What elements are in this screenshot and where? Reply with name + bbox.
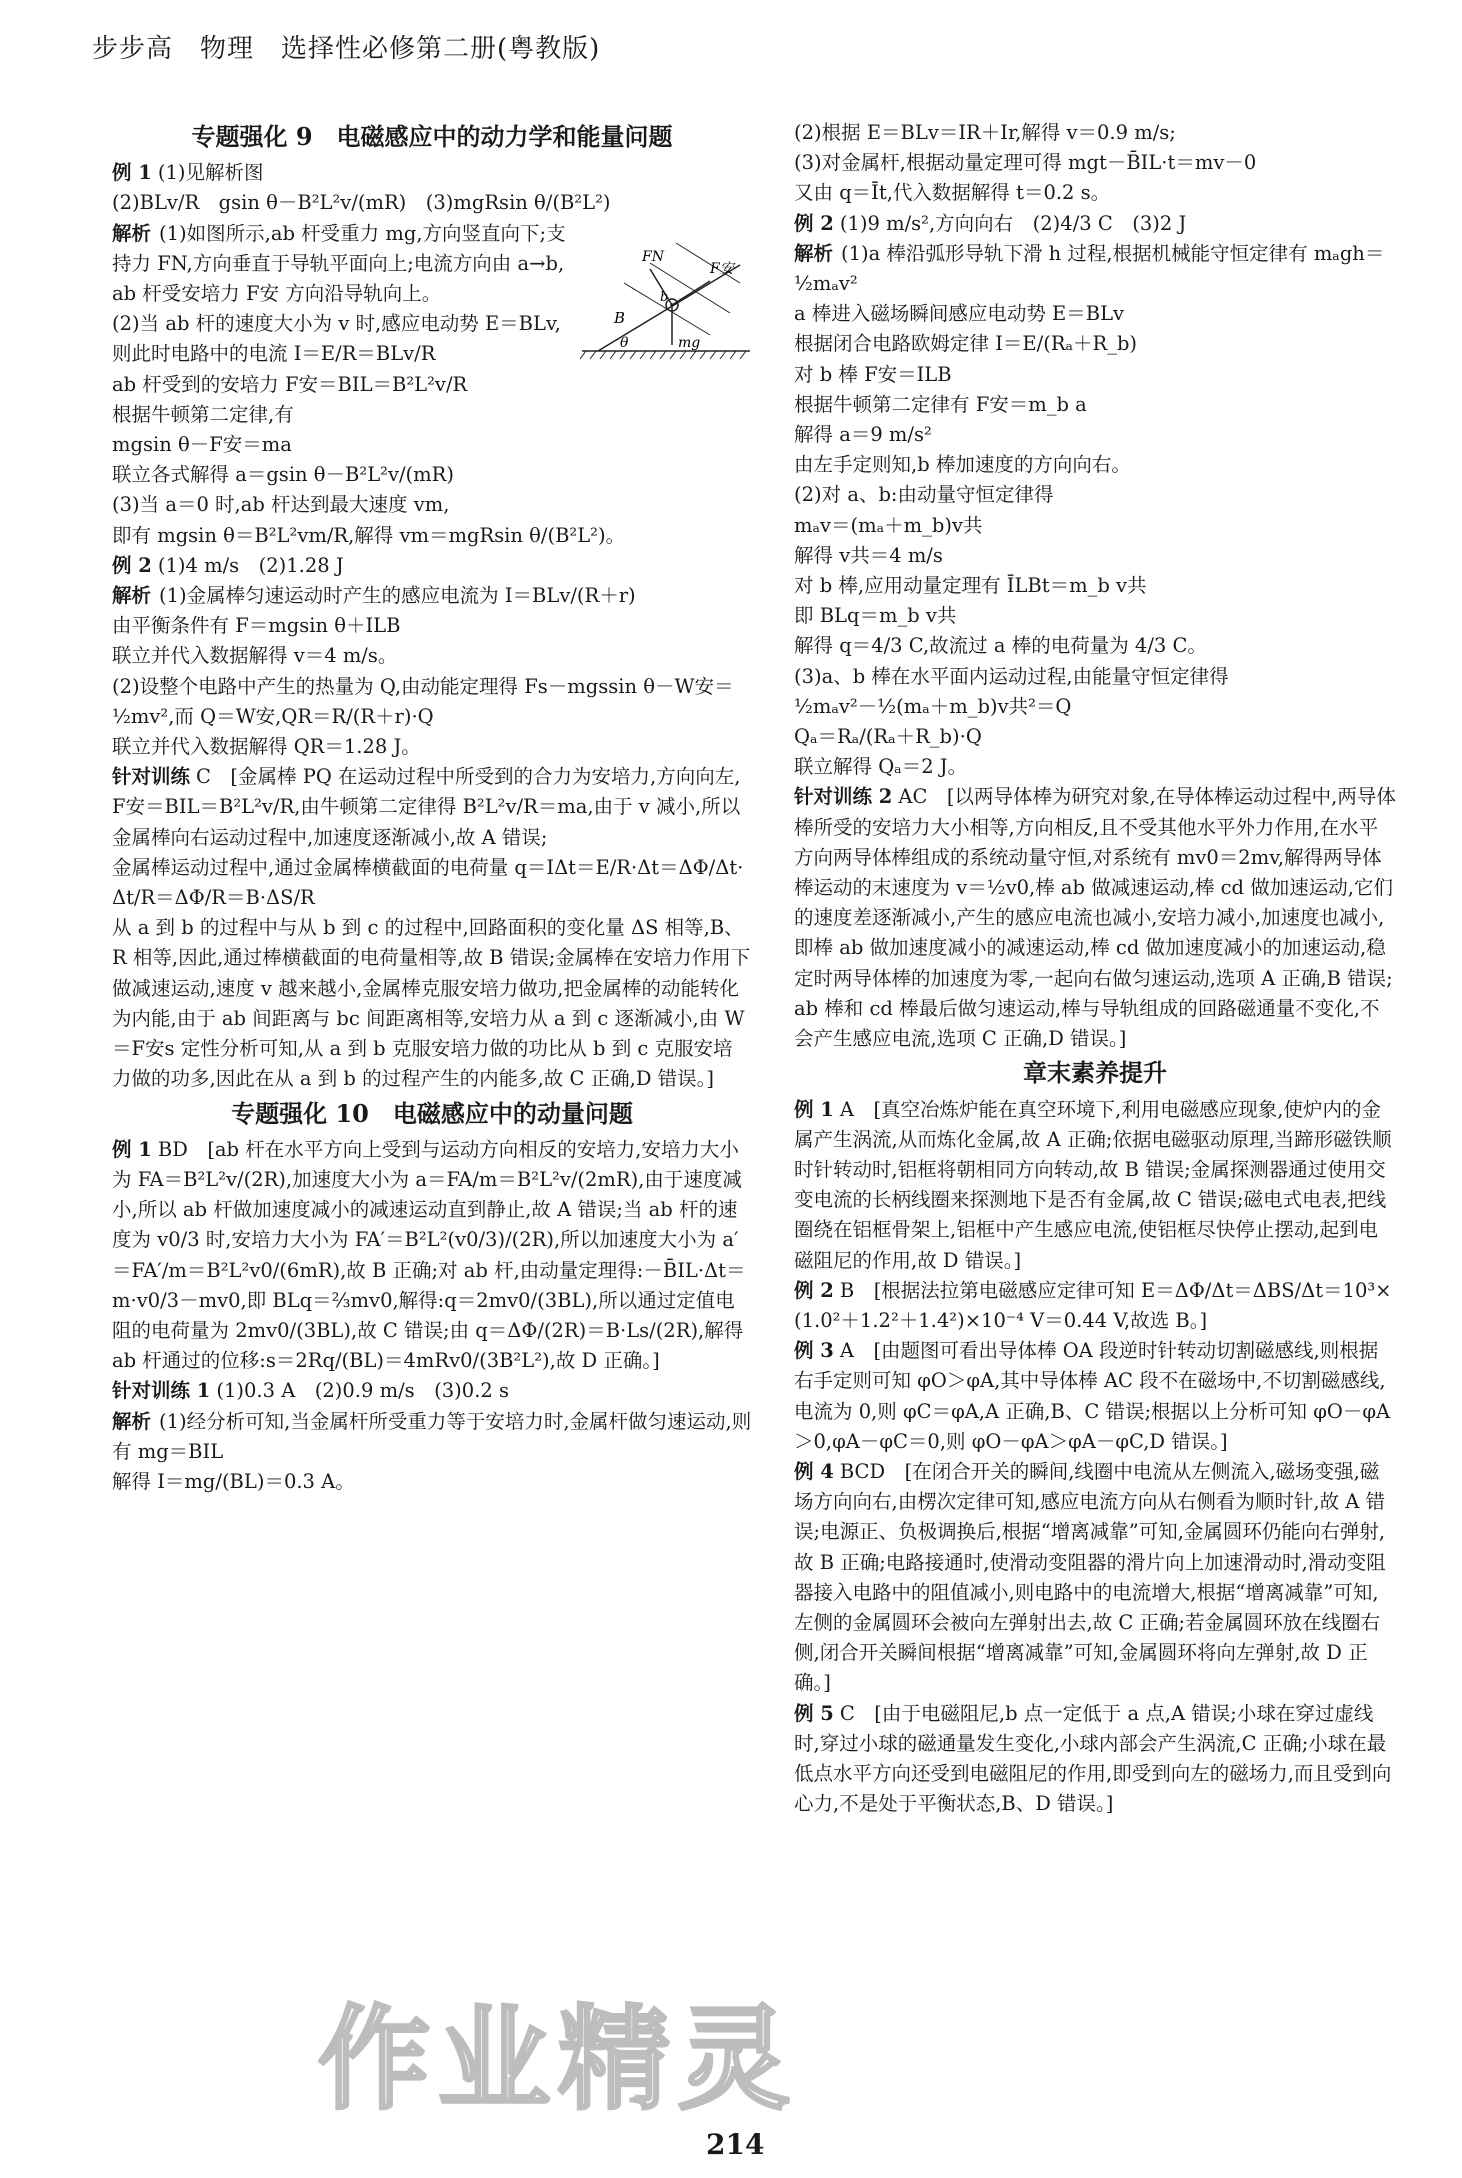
text-line xyxy=(794,118,1396,148)
watermark-logo xyxy=(318,1980,838,2130)
answer-text: 根据牛顿第二定律有 F安＝m_b a xyxy=(794,392,1087,416)
right-column xyxy=(794,118,1396,1819)
answer-text: 对 b 棒 F安＝ILB xyxy=(794,362,952,386)
text-line xyxy=(794,1336,1396,1457)
answer-text: 即 BLq＝m_b v共 xyxy=(794,604,957,628)
text-line xyxy=(794,390,1396,420)
answer-text: (1)见解析图 xyxy=(157,161,264,185)
answer-text: (2)当 ab 杆的速度大小为 v 时,感应电动势 E＝BLv, xyxy=(112,312,561,336)
text-line xyxy=(794,1699,1396,1820)
answer-text: (2)BLv/R gsin θ－B²L²v/(mR) (3)mgRsin θ/(B²L²) xyxy=(112,191,611,215)
answer-text: 联立并代入数据解得 v＝4 m/s。 xyxy=(112,644,398,668)
left-column xyxy=(112,118,752,1497)
answer-text: A [由题图可看出导体棒 OA 段逆时针转动切割磁感线,则根据右手定则可知 φO＞φA,其中导体棒 AC 段不在磁场中,不切割磁感线,电流为 0,则 φC＝φA,A 正确,B、C 错误;根据以上分析可知 φO－φA＞0,φA－φC＝0,则 φO－φA＞φA－φC,D 错误。] xyxy=(794,1339,1391,1453)
text-line xyxy=(112,1467,752,1497)
answer-text: 则此时电路中的电流 I＝E/R＝BLv/R xyxy=(112,342,436,366)
section-heading: 章末素养提升 xyxy=(1023,1058,1167,1088)
answer-text: a 棒进入磁场瞬间感应电动势 E＝BLv xyxy=(794,302,1125,326)
label-theta: θ xyxy=(620,334,629,351)
answer-text: 联立解得 Qₐ＝2 J。 xyxy=(794,755,968,779)
page-header: 步步高 物理 选择性必修第二册(粤教版) xyxy=(92,34,601,64)
text-line xyxy=(112,370,752,400)
answer-text: 对 b 棒,应用动量定理有 ĪLBt＝m_b v共 xyxy=(794,574,1147,598)
answer-label: 例 1 xyxy=(112,161,152,185)
ground-hatch xyxy=(650,351,656,359)
ground-hatch xyxy=(690,351,696,359)
answer-label: 解析 xyxy=(112,221,152,245)
text-line xyxy=(112,853,752,913)
ground-hatch xyxy=(680,351,686,359)
answer-text: 根据闭合电路欧姆定律 I＝E/(Rₐ＋R_b) xyxy=(794,332,1138,356)
text-line xyxy=(794,148,1396,178)
answer-text: Qₐ＝Rₐ/(Rₐ＋R_b)·Q xyxy=(794,725,982,749)
text-line xyxy=(112,400,752,430)
answer-label: 例 2 xyxy=(794,211,834,235)
answer-label: 例 1 xyxy=(794,1097,834,1121)
answer-text: 根据牛顿第二定律,有 xyxy=(112,402,294,426)
answer-label: 针对训练 2 xyxy=(794,785,893,809)
answer-text: BCD [在闭合开关的瞬间,线圈中电流从左侧流入,磁场变强,磁场方向向右,由楞次定律可知,感应电流方向从右侧看为顺时针,故 A 错误;电源正、负极调换后,根据“增离减靠”可知,金属圆环仍能向右弹射,故 B 正确;电路接通时,使滑动变阻器的滑片向上加速滑动时,滑动变阻器接入电路中的阻值减小,则电路中的电流增大,根据“增离减靠”可知,左侧的金属圆环会被向左弹射出去,故 C 正确;若金属圆环放在线圈右侧,闭合开关瞬间根据“增离减靠”可知,金属圆环将向左弹射,故 D 正确。] xyxy=(794,1459,1386,1695)
answer-text: mₐv＝(mₐ＋m_b)v共 xyxy=(794,513,983,537)
answer-label: 例 3 xyxy=(794,1339,834,1363)
answer-text: 解得 v共＝4 m/s xyxy=(794,543,943,567)
answer-text: C [金属棒 PQ 在运动过程中所受到的合力为安培力,方向向左,F安＝BIL＝B²L²v/R,由牛顿第二定律得 B²L²v/R＝ma,由于 v 减小,所以金属棒向右运动过程中,加速度逐渐减小,故 A 错误; xyxy=(112,765,741,849)
text-line xyxy=(112,1407,752,1467)
answer-text: (1)如图所示,ab 杆受重力 mg,方向竖直向下;支持力 FN,方向垂直于导轨平面向上;电流方向由 a→b,ab 杆受安培力 F安 方向沿导轨向上。 xyxy=(112,221,566,306)
text-line xyxy=(112,732,752,762)
answer-text: (1)a 棒沿弧形导轨下滑 h 过程,根据机械能守恒定律有 mₐgh＝½mₐv² xyxy=(794,241,1385,296)
ground-hatch xyxy=(610,351,616,359)
answer-text: 解得 q＝4/3 C,故流过 a 棒的电荷量为 4/3 C。 xyxy=(794,634,1207,658)
section-heading: 专题强化 10 电磁感应中的动量问题 xyxy=(231,1098,633,1128)
answer-text: (2)根据 E＝BLv＝IR＋Ir,解得 v＝0.9 m/s; xyxy=(794,121,1176,144)
answer-text: 即有 mgsin θ＝B²L²vm/R,解得 vm＝mgRsin θ/(B²L²)。 xyxy=(112,523,626,547)
text-line xyxy=(112,581,752,611)
label-mg: mg xyxy=(678,334,701,351)
text-line xyxy=(794,541,1396,571)
answer-text: ab 杆受到的安培力 F安＝BIL＝B²L²v/R xyxy=(112,372,468,396)
answer-label: 例 4 xyxy=(794,1459,834,1483)
text-line xyxy=(794,239,1396,299)
text-line xyxy=(112,188,752,218)
answer-text: 金属棒运动过程中,通过金属棒横截面的电荷量 q＝IΔt＝E/R·Δt＝ΔΦ/Δt·Δt/R＝ΔΦ/R＝B·ΔS/R xyxy=(112,855,744,910)
text-line xyxy=(794,571,1396,601)
ground-hatch xyxy=(740,351,746,359)
text-line xyxy=(112,611,752,641)
answer-text: 又由 q＝Īt,代入数据解得 t＝0.2 s。 xyxy=(794,181,1111,205)
answer-text: 联立各式解得 a＝gsin θ－B²L²v/(mR) xyxy=(112,463,454,487)
ground-hatch xyxy=(670,351,676,359)
text-line xyxy=(112,551,752,581)
answer-text: BD [ab 杆在水平方向上受到与运动方向相反的安培力,安培力大小为 FA＝B²L²v/(2R),加速度大小为 a＝FA/m＝B²L²v/(2mR),由于速度减小,所以 ab 杆做加速度减小的减速运动直到静止,故 A 错误;当 ab 杆的速度为 v0/3 时,安培力大小为 FA′＝B²L²(v0/3)/(2R),所以加速度大小为 a′＝FA′/m＝B²L²v0/(6mR),故 B 正确;对 ab 杆,由动量定理得:－B̄IL·Δt＝m·v0/3－mv0,即 BLq＝⅔mv0,解得:q＝2mv0/(3BL),所以通过定值电阻的电荷量为 2mv0/(3BL),故 C 错误;由 q＝ΔΦ/(2R)＝B·Ls/(2R),解得 ab 杆通过的位移:s＝2Rq/(BL)＝4mRv0/(3B²L²),故 D 正确。] xyxy=(112,1137,746,1373)
answer-text: (2)设整个电路中产生的热量为 Q,由动能定理得 Fs－mgssin θ－W安＝½mv²,而 Q＝W安,QR＝R/(R＋r)·Q xyxy=(112,674,734,728)
ground-hatch xyxy=(710,351,716,359)
answer-text: 联立并代入数据解得 QR＝1.28 J。 xyxy=(112,735,421,759)
text-line xyxy=(794,1095,1396,1276)
text-line xyxy=(794,1276,1396,1336)
answer-text: 由左手定则知,b 棒加速度的方向向右。 xyxy=(794,453,1131,477)
text-line xyxy=(794,692,1396,722)
ground-hatch xyxy=(720,351,726,359)
text-line xyxy=(794,752,1396,782)
answer-text: 解得 a＝9 m/s² xyxy=(794,423,932,447)
text-line xyxy=(794,178,1396,208)
answer-text: mgsin θ－F安＝ma xyxy=(112,433,292,457)
answer-text: AC [以两导体棒为研究对象,在导体棒运动过程中,两导体棒所受的安培力大小相等,方向相反,且不受其他水平外力作用,在水平方向两导体棒组成的系统动量守恒,对系统有 mv0＝2mv,解得两导体棒运动的末速度为 v＝½v0,棒 ab 做减速运动,棒 cd 做加速运动,它们的速度差逐渐减小,产生的感应电流也减小,安培力减小,加速度也减小,即棒 ab 做加速度减小的减速运动,棒 cd 做加速度减小的加速运动,稳定时两导体棒的加速度为零,一起向右做匀速运动,选项 A 正确,B 错误;ab 棒和 cd 棒最后做匀速运动,棒与导轨组成的回路磁通量不变化,不会产生感应电流,选项 C 正确,D 错误。] xyxy=(794,785,1396,1051)
svg-text:作业精灵: 作业精灵 xyxy=(318,1995,798,2125)
field-label-B: B xyxy=(614,308,626,327)
answer-text: B [根据法拉第电磁感应定律可知 E＝ΔΦ/Δt＝ΔBS/Δt＝10³×(1.0²＋1.2²＋1.4²)×10⁻⁴ V＝0.44 V,故选 B。] xyxy=(794,1278,1392,1332)
text-line xyxy=(794,360,1396,390)
answer-text: (3)a、b 棒在水平面内运动过程,由能量守恒定律得 xyxy=(794,664,1229,688)
label-F-an: F安 xyxy=(710,260,734,277)
text-line xyxy=(794,782,1396,1054)
answer-text: C [由于电磁阻尼,b 点一定低于 a 点,A 错误;小球在穿过虚线时,穿过小球的磁通量发生变化,小球内部会产生涡流,C 正确;小球在最低点水平方向还受到电磁阻尼的作用,即受到向左的磁场力,而且受到向心力,不是处于平衡状态,B、D 错误。] xyxy=(794,1701,1392,1816)
label-FN: FN xyxy=(642,248,664,265)
text-line xyxy=(112,672,752,732)
text-line xyxy=(794,480,1396,510)
answer-text: (1)经分析可知,当金属杆所受重力等于安培力时,金属杆做匀速运动,则有 mg＝BIL xyxy=(112,1409,752,1463)
answer-text: ½mₐv²－½(mₐ＋m_b)v共²＝Q xyxy=(794,694,1072,718)
ground-hatch xyxy=(580,351,586,359)
text-line xyxy=(794,662,1396,692)
text-line xyxy=(794,209,1396,239)
text-line xyxy=(794,631,1396,661)
answer-text: 由平衡条件有 F＝mgsin θ＋ILB xyxy=(112,614,401,638)
text-line xyxy=(794,722,1396,752)
answer-text: (3)对金属杆,根据动量定理可得 mgt－B̄IL·t＝mv－0 xyxy=(794,151,1257,175)
incline-force-diagram xyxy=(580,223,752,361)
page-number: 214 xyxy=(706,2128,765,2161)
label-b: b xyxy=(660,289,669,305)
answer-label: 解析 xyxy=(794,241,834,265)
answer-label: 例 1 xyxy=(112,1137,152,1161)
text-line xyxy=(794,420,1396,450)
text-line xyxy=(112,1135,752,1377)
ground-hatch xyxy=(730,351,736,359)
text-line xyxy=(112,158,752,188)
answer-text: (3)当 a＝0 时,ab 杆达到最大速度 vm, xyxy=(112,493,450,517)
answer-text: (1)金属棒匀速运动时产生的感应电流为 I＝BLv/(R＋r) xyxy=(159,584,636,608)
answer-text: (1)4 m/s (2)1.28 J xyxy=(157,553,344,577)
answer-label: 例 5 xyxy=(794,1701,834,1725)
text-line xyxy=(112,490,752,520)
text-line xyxy=(112,521,752,551)
ground-hatch xyxy=(620,351,626,359)
text-line xyxy=(112,460,752,490)
answer-text: (1)0.3 A (2)0.9 m/s (3)0.2 s xyxy=(216,1379,510,1403)
ground-hatch xyxy=(640,351,646,359)
text-line xyxy=(794,1457,1396,1699)
answer-label: 解析 xyxy=(112,584,152,608)
text-line xyxy=(112,430,752,460)
ground-hatch xyxy=(590,351,596,359)
ground-hatch xyxy=(660,351,666,359)
answer-label: 例 2 xyxy=(112,553,152,577)
text-line xyxy=(794,511,1396,541)
text-line xyxy=(794,329,1396,359)
answer-text: A [真空冶炼炉能在真空环境下,利用电磁感应现象,使炉内的金属产生涡流,从而炼化金属,故 A 正确;依据电磁驱动原理,当蹄形磁铁顺时针转动时,铝框将朝相同方向转动,故 B 错误;金属探测器通过使用交变电流的长柄线圈来探测地下是否有金属,故 C 错误;磁电式电表,把线圈绕在铝框骨架上,铝框中产生感应电流,使铝框尽快停止摆动,起到电磁阻尼的作用,故 D 错误。] xyxy=(794,1097,1392,1272)
answer-label: 解析 xyxy=(112,1409,152,1433)
ground-hatch xyxy=(630,351,636,359)
section-heading: 专题强化 9 电磁感应中的动力学和能量问题 xyxy=(191,122,673,151)
ampere-force-arrow xyxy=(672,281,710,305)
answer-label: 例 2 xyxy=(794,1278,834,1302)
text-line xyxy=(112,762,752,853)
answer-label: 针对训练 1 xyxy=(112,1379,211,1403)
answer-text: (2)对 a、b:由动量守恒定律得 xyxy=(794,483,1054,507)
answer-text: 从 a 到 b 的过程中与从 b 到 c 的过程中,回路面积的变化量 ΔS 相等,B、R 相等,因此,通过棒横截面的电荷量相等,故 B 错误;金属棒在安培力作用下做减速运动,速度 v 越来越小,金属棒克服安培力做功,把金属棒的动能转化为内能,由于 ab 间距离与 bc 间距离相等,安培力从 a 到 c 逐渐减小,由 W＝F安s 定性分析可知,从 a 到 b 克服安培力做的功比从 b 到 c 克服安培力做的功多,因此在从 a 到 b 的过程产生的内能多,故 C 正确,D 错误。] xyxy=(112,916,751,1091)
text-line xyxy=(794,601,1396,631)
answer-text: (1)9 m/s²,方向向右 (2)4/3 C (3)2 J xyxy=(839,211,1187,235)
text-line xyxy=(112,913,752,1094)
text-line xyxy=(112,1376,752,1406)
ground-hatch xyxy=(700,351,706,359)
text-line xyxy=(112,641,752,671)
answer-label: 针对训练 xyxy=(112,765,191,789)
text-line xyxy=(794,450,1396,480)
answer-text: 解得 I＝mg/(BL)＝0.3 A。 xyxy=(112,1469,355,1493)
text-line xyxy=(794,299,1396,329)
ground-hatch xyxy=(600,351,606,359)
